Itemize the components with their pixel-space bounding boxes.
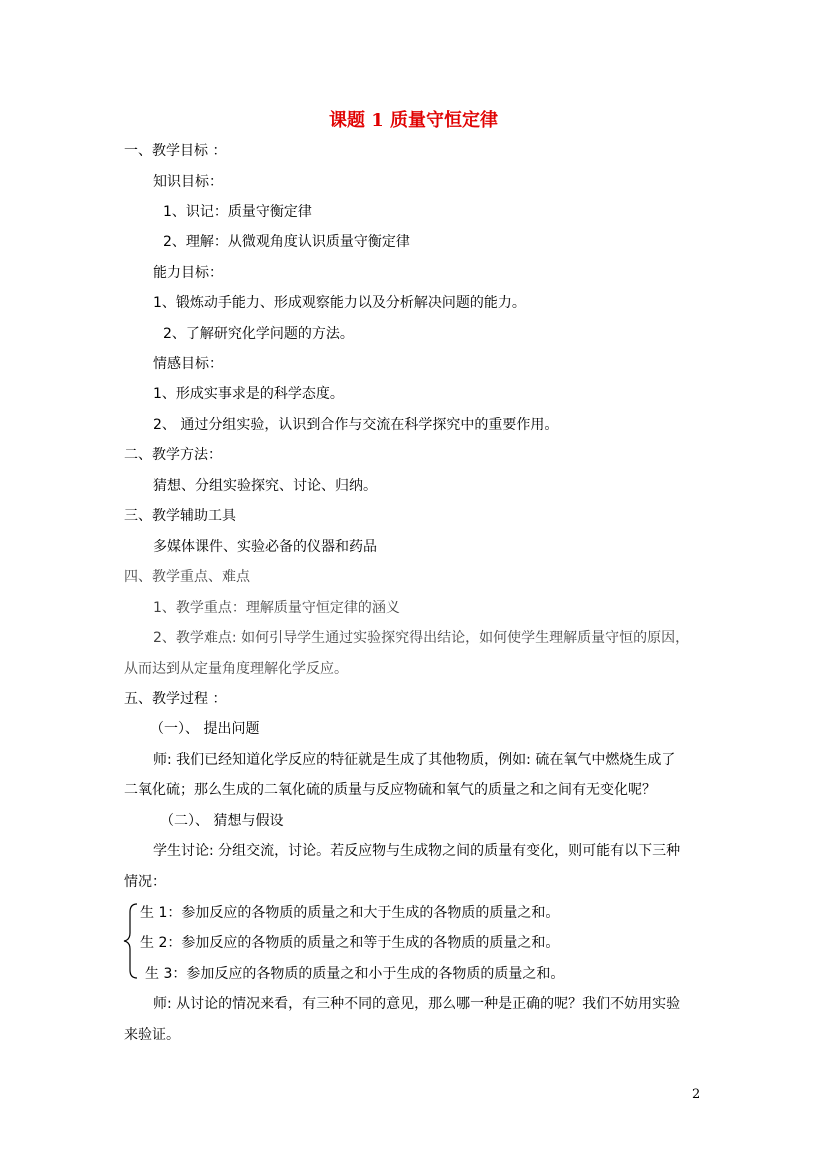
paragraph-line: 2、理解：从微观角度认识质量守衡定律 bbox=[163, 234, 410, 250]
paragraph-line: 1、锻炼动手能力、形成观察能力以及分析解决问题的能力。 bbox=[153, 295, 526, 311]
subsection-heading: （一）、 提出问题 bbox=[150, 721, 260, 737]
paragraph-line: 2、教学难点: 如何引导学生通过实验探究得出结论，如何使学生理解质量守恒的原因， bbox=[153, 630, 690, 646]
paragraph-line: 学生讨论: 分组交流，讨论。若反应物与生成物之间的质量有变化，则可能有以下三种 bbox=[153, 843, 681, 859]
paragraph-line: 多媒体课件、实验必备的仪器和药品 bbox=[153, 539, 377, 555]
paragraph-line: 情况： bbox=[124, 874, 166, 890]
paragraph-line: 1、教学重点：理解质量守恒定律的涵义 bbox=[153, 600, 400, 616]
paragraph-line: 1、形成实事求是的科学态度。 bbox=[153, 386, 344, 402]
left-brace-icon bbox=[122, 902, 140, 980]
list-item: 生 1：参加反应的各物质的质量之和大于生成的各物质的质量之和。 bbox=[140, 905, 560, 921]
subheading-knowledge: 知识目标： bbox=[153, 174, 223, 190]
section-heading-methods: 二、教学方法： bbox=[124, 447, 222, 463]
paragraph-line: 来验证。 bbox=[124, 1027, 180, 1043]
page-number: 2 bbox=[692, 1087, 701, 1102]
subsection-heading: （二）、 猜想与假设 bbox=[160, 813, 284, 829]
paragraph-line: 2、了解研究化学问题的方法。 bbox=[163, 326, 354, 342]
list-item: 生 2：参加反应的各物质的质量之和等于生成的各物质的质量之和。 bbox=[140, 935, 560, 951]
section-heading-tools: 三、教学辅助工具 bbox=[124, 508, 236, 524]
section-heading-objectives: 一、教学目标 ： bbox=[124, 143, 227, 159]
subheading-ability: 能力目标： bbox=[153, 265, 223, 281]
paragraph-line: 二氧化硫；那么生成的二氧化硫的质量与反应物硫和氧气的质量之和之间有无变化呢？ bbox=[124, 782, 656, 798]
section-heading-keypoints: 四、教学重点、难点 bbox=[124, 569, 250, 585]
paragraph-line: 1、识记：质量守衡定律 bbox=[163, 204, 312, 220]
paragraph-line: 师: 我们已经知道化学反应的特征就是生成了其他物质，例如: 硫在氧气中燃烧生成了 bbox=[153, 752, 676, 768]
section-heading-process: 五、教学过程 ： bbox=[124, 691, 227, 707]
list-item: 生 3：参加反应的各物质的质量之和小于生成的各物质的质量之和。 bbox=[145, 966, 565, 982]
paragraph-line: 师: 从讨论的情况来看，有三种不同的意见，那么哪一种是正确的呢？我们不妨用实验 bbox=[153, 996, 681, 1012]
paragraph-line: 从而达到从定量角度理解化学反应。 bbox=[124, 661, 348, 677]
paragraph-line: 猜想、分组实验探究、讨论、归纳。 bbox=[153, 478, 377, 494]
document-title: 课题 1 质量守恒定律 bbox=[328, 110, 499, 131]
subheading-emotion: 情感目标： bbox=[153, 356, 223, 372]
paragraph-line: 2、 通过分组实验，认识到合作与交流在科学探究中的重要作用。 bbox=[153, 417, 559, 433]
